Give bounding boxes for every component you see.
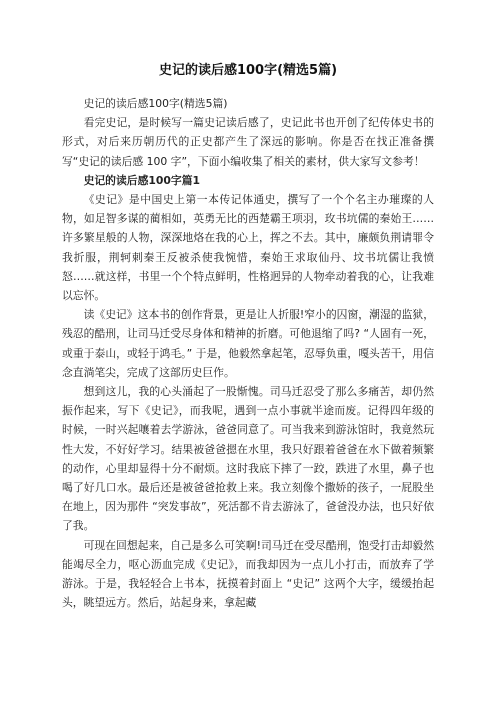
body-paragraph: 《史记》是中国史上第一本传记体通史，撰写了一个个名主办璀璨的人物，如足智多谋的蔺相如，英勇无比的西楚霸王项羽，玫书坑儒的秦始王……许多繁星般的人物，深深地烙在我的心上，挥之不去。其中，廉颇负荆请罪令我折服，荆轲刺秦王反被杀使我惋惜，秦始王求取仙丹、坟书坑儒让我愤怒……就这样，书里一个个特点鲜明，性格迥异的人物牵动着我的心，让我难以忘怀。 (62, 193, 434, 303)
document-title: 史记的读后感100字(精选5篇) (158, 63, 338, 78)
document-subtitle: 史记的读后感100字(精选5篇) (83, 97, 228, 110)
body-paragraph: 想到这儿，我的心头涌起了一股惭愧。司马迁忍受了那么多痛苦，却仍然振作起来，写下《史记》，而我呢，遇到一点小事就半途而废。记得四年级的时候，一时兴起嚷着去学游泳，爸爸同意了。可当我来到游泳馆时，我竟然玩性大发，不好好学习。结果被爸爸摁在水里，我只好跟着爸爸在水下做着频繁的动作，心里却显得十分不耐烦。这时我底下摔了一跤，跌进了水里，鼻子也喝了好几口水。最后还是被爸爸抢救上来。我立刻像个撒娇的孩子，一屁股坐在地上，因为那件 “突发事故”，死活都不肯去游泳了，爸爸没办法，也只好依了我。 (62, 385, 434, 533)
intro-paragraph: 看完史记，是时候写一篇史记读后感了，史记此书也开创了纪传体史书的形式，对后来历朝历代的正史都产生了深远的影响。你是否在找正准备撰写“史记的读后感 100 字”，下面小编收集了相关的素材，供大家写文参考！ (62, 116, 434, 168)
body-paragraph: 读《史记》这本书的创作背景，更是让人折服!窄小的囚窗，潮湿的监狱，残忍的酷刑，让司马迁受尽身体和精神的折磨。可他退缩了吗? “人固有一死，或重于泰山，或轻于鸿毛。” 于是，他毅然拿起笔，忍辱负重，嘎头苦干，用信念直淌笔尖，完成了这部历史巨作。 (62, 308, 434, 379)
body-paragraph: 可现在回想起来，自己是多么可笑啊!司马迁在受尽酷刑，饱受打击却毅然能竭尽全力，呕心沥血完成《史记》，而我却因为一点儿小打击，而放弃了学游泳。于是，我轻轻合上书本，抚摸着封面上 “史记” 这两个大字，缓缓抬起头，眺望远方。然后，站起身来，拿起藏 (62, 538, 434, 610)
section-heading: 史记的读后感100字篇1 (83, 173, 201, 187)
